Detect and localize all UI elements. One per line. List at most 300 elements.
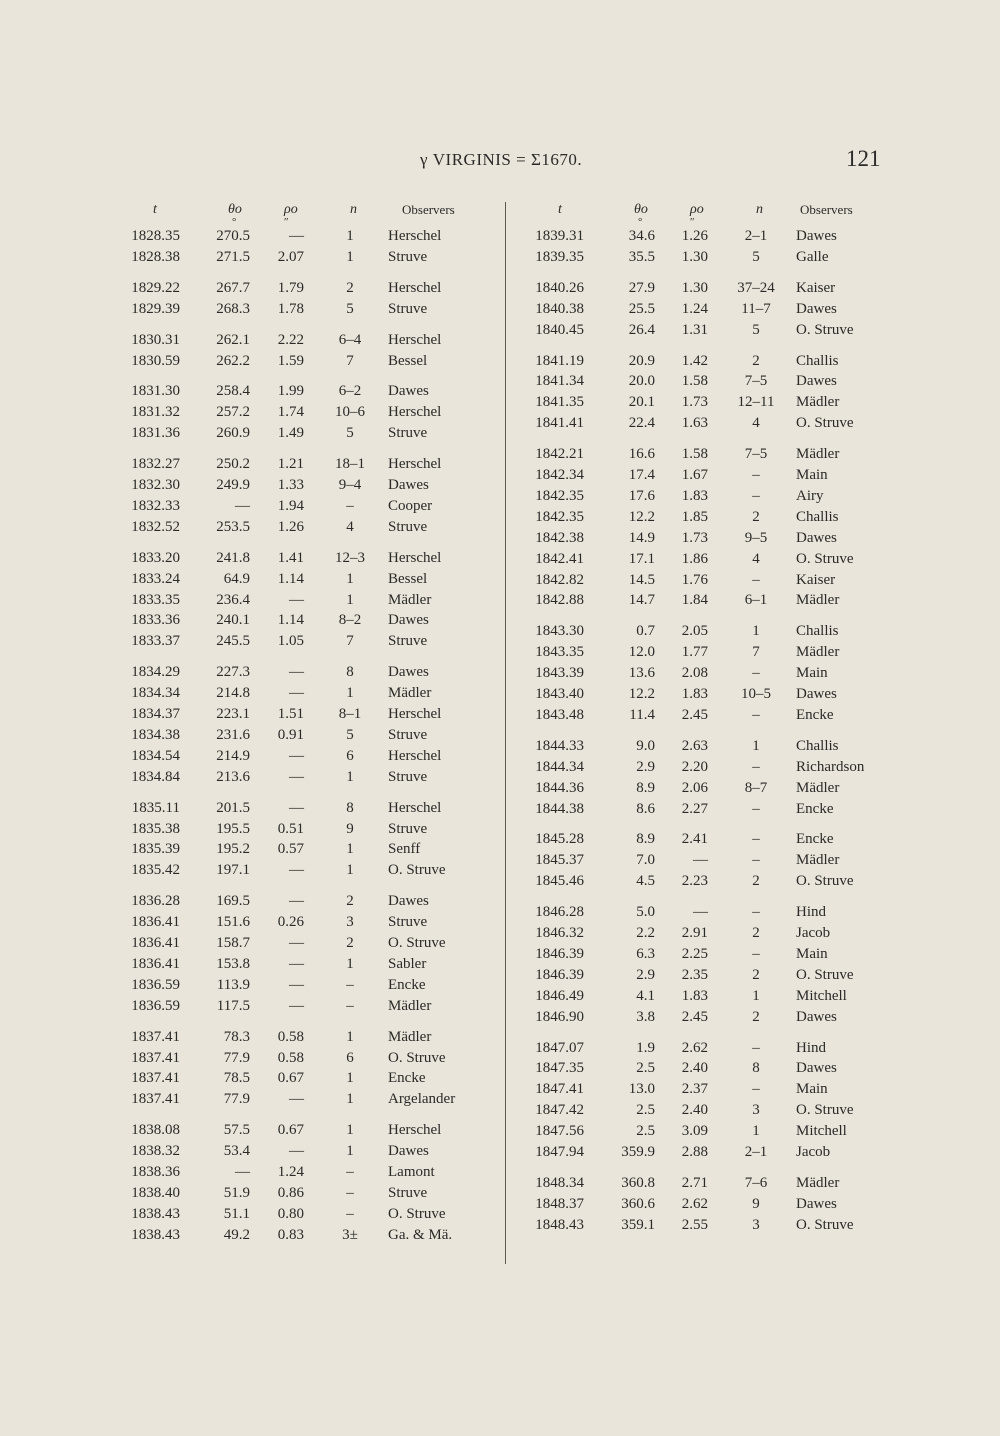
epoch: 1828.38 (131, 248, 180, 265)
night-count: 6 (346, 747, 354, 764)
epoch: 1845.46 (535, 873, 584, 890)
distance: 1.31 (681, 321, 708, 338)
position-angle: 20.9 (628, 352, 655, 369)
night-count: 2 (752, 352, 760, 369)
night-count: 7–5 (744, 446, 768, 463)
observer-name: Dawes (388, 612, 429, 629)
distance: 1.30 (681, 248, 708, 265)
night-count: 8 (752, 1060, 760, 1077)
epoch: 1847.56 (535, 1123, 584, 1140)
epoch: 1843.30 (535, 623, 584, 640)
epoch: 1841.35 (535, 394, 584, 411)
position-angle: 258.4 (216, 383, 250, 400)
distance: 0.83 (277, 1226, 304, 1243)
epoch: 1842.88 (535, 592, 584, 609)
distance: 1.84 (681, 592, 708, 609)
night-count: 6–4 (338, 331, 362, 348)
position-angle: 20.0 (628, 373, 655, 390)
observer-name: O. Struve (796, 321, 854, 338)
distance: 2.05 (681, 623, 708, 640)
night-count: 37–24 (737, 279, 775, 296)
epoch: 1831.36 (131, 425, 180, 442)
position-angle: 213.6 (216, 768, 250, 785)
observer-name: Encke (796, 831, 834, 848)
night-count: 5 (752, 248, 760, 265)
epoch: 1833.35 (131, 591, 180, 608)
observer-name: Struve (388, 633, 428, 650)
position-angle: 360.6 (621, 1195, 655, 1212)
distance: 1.76 (681, 571, 708, 588)
distance: — (289, 893, 304, 910)
observer-name: Main (796, 945, 828, 962)
position-angle: 5.0 (636, 904, 655, 921)
position-angle: 77.9 (223, 1049, 250, 1066)
night-count: 9–5 (744, 529, 768, 546)
night-count: 1 (346, 1143, 354, 1160)
night-count: – (752, 571, 760, 588)
distance: 2.63 (681, 737, 708, 754)
night-count: – (346, 1164, 354, 1180)
epoch: 1836.41 (131, 914, 180, 931)
epoch: 1830.31 (131, 331, 180, 348)
night-count: – (752, 487, 760, 504)
epoch: 1841.41 (535, 415, 584, 432)
observer-name: Kaiser (796, 279, 836, 296)
distance: — (289, 685, 304, 702)
distance: 1.05 (277, 633, 304, 650)
epoch: 1836.28 (131, 893, 180, 910)
distance: — (289, 997, 304, 1014)
position-angle: 53.4 (223, 1143, 250, 1160)
night-count: 2–1 (744, 1144, 768, 1160)
observer-name: Mädler (388, 685, 432, 702)
observer-name: Herschel (388, 799, 442, 816)
distance: 0.51 (277, 820, 304, 837)
distance: 2.62 (681, 1039, 708, 1056)
distance: 1.33 (277, 477, 304, 493)
epoch: 1831.32 (131, 404, 180, 421)
observer-name: Hind (796, 904, 826, 921)
position-angle: 2.5 (636, 1123, 655, 1140)
night-count: 6–1 (744, 592, 768, 609)
night-count: 7 (346, 633, 354, 650)
night-count: – (752, 758, 760, 775)
epoch: 1838.40 (131, 1184, 180, 1201)
position-angle: 271.5 (216, 248, 250, 265)
epoch: 1829.39 (131, 300, 180, 317)
observer-name: Dawes (796, 228, 837, 244)
distance: 1.94 (277, 497, 304, 514)
observer-name: Herschel (388, 331, 442, 348)
observer-name: Argelander (388, 1091, 456, 1108)
observer-name: Encke (388, 1070, 426, 1087)
distance: 2.20 (681, 758, 708, 775)
observer-name: Ga. & Mä. (388, 1226, 453, 1243)
position-angle: 2.5 (636, 1102, 655, 1119)
observer-name: Main (796, 467, 828, 483)
epoch: 1841.19 (535, 352, 584, 369)
night-count: 8–1 (338, 706, 362, 722)
observer-name: Bessel (388, 352, 428, 369)
epoch: 1846.49 (535, 987, 584, 1004)
observer-name: Mitchell (796, 1123, 847, 1140)
epoch: 1844.38 (535, 800, 584, 817)
night-count: 1 (346, 841, 354, 858)
night-count: 1 (752, 987, 760, 1004)
night-count: – (346, 1205, 354, 1222)
position-angle: 236.4 (216, 591, 250, 608)
observer-name: Mädler (388, 591, 432, 608)
page-title: γ VIRGINIS = Σ1670. (420, 150, 583, 169)
distance: 1.21 (277, 456, 304, 473)
position-angle: 3.8 (636, 1008, 655, 1025)
position-angle: 169.5 (216, 893, 250, 910)
distance: 2.55 (681, 1216, 708, 1233)
epoch: 1837.41 (131, 1049, 180, 1066)
position-angle: 360.8 (621, 1174, 655, 1191)
position-angle: 359.1 (621, 1216, 655, 1233)
distance: — (289, 664, 304, 681)
position-angle: 22.4 (628, 415, 655, 432)
night-count: 9 (346, 820, 354, 837)
position-angle: 17.1 (628, 550, 655, 567)
night-count: 3 (752, 1102, 760, 1119)
observer-name: Jacob (796, 925, 831, 941)
observer-name: Herschel (388, 228, 442, 244)
observer-name: Main (796, 665, 828, 682)
position-angle: 268.3 (216, 300, 250, 317)
position-angle: 227.3 (216, 664, 250, 681)
epoch: 1840.38 (535, 300, 584, 317)
header-rho: ρo (690, 202, 704, 217)
night-count: 2 (346, 935, 354, 951)
epoch: 1848.43 (535, 1216, 584, 1233)
distance: 3.09 (681, 1123, 708, 1140)
distance: 2.07 (277, 248, 304, 265)
distance: 1.42 (681, 352, 708, 369)
night-count: 1 (346, 1091, 354, 1108)
observer-name: O. Struve (796, 873, 854, 890)
epoch: 1828.35 (131, 228, 180, 244)
position-angle: — (235, 497, 250, 514)
position-angle: 35.5 (628, 248, 655, 265)
header-observers: Observers (402, 202, 455, 217)
distance: — (693, 852, 708, 869)
observer-name: Dawes (796, 1008, 837, 1025)
epoch: 1833.37 (131, 633, 180, 650)
night-count: 1 (346, 248, 354, 265)
position-angle: 223.1 (216, 706, 250, 722)
night-count: 3 (346, 914, 354, 931)
position-angle: 262.2 (216, 352, 250, 369)
night-count: 1 (346, 1122, 354, 1139)
observer-name: Mädler (796, 852, 840, 869)
epoch: 1837.41 (131, 1070, 180, 1087)
distance: 0.91 (277, 726, 304, 743)
epoch: 1847.35 (535, 1060, 584, 1077)
distance: 0.67 (277, 1070, 304, 1087)
theta-unit: ° (232, 216, 237, 228)
position-angle: 1.9 (636, 1039, 655, 1056)
position-angle: 8.9 (636, 831, 655, 848)
distance: 2.41 (681, 831, 708, 848)
distance: 0.26 (277, 914, 304, 931)
position-angle: 197.1 (216, 862, 250, 879)
distance: 0.67 (277, 1122, 304, 1139)
night-count: 2–1 (744, 228, 768, 244)
observer-name: Main (796, 1081, 828, 1098)
position-angle: 4.5 (636, 873, 655, 890)
rho-unit: ″ (690, 216, 695, 228)
distance: 2.40 (681, 1060, 708, 1077)
epoch: 1842.38 (535, 529, 584, 546)
observer-name: Herschel (388, 1122, 442, 1139)
distance: 1.79 (277, 279, 304, 296)
distance: 1.73 (681, 529, 708, 546)
distance: 1.83 (681, 487, 708, 504)
distance: 2.06 (681, 779, 708, 796)
distance: 2.62 (681, 1195, 708, 1212)
distance: 1.83 (681, 987, 708, 1004)
epoch: 1838.43 (131, 1205, 180, 1222)
observer-name: Struve (388, 1184, 428, 1201)
distance: 1.99 (277, 383, 304, 400)
distance: 0.58 (277, 1049, 304, 1066)
position-angle: 195.2 (216, 841, 250, 858)
position-angle: 240.1 (216, 612, 250, 629)
theta-unit: ° (638, 216, 643, 228)
position-angle: 13.6 (628, 665, 655, 682)
position-angle: 57.5 (223, 1122, 250, 1139)
epoch: 1831.30 (131, 383, 180, 400)
observer-name: Airy (796, 487, 824, 504)
epoch: 1845.28 (535, 831, 584, 848)
position-angle: 78.5 (223, 1070, 250, 1087)
night-count: 7 (752, 644, 760, 661)
night-count: – (346, 497, 354, 514)
observer-name: O. Struve (796, 415, 854, 432)
position-angle: 26.4 (628, 321, 655, 338)
observer-name: Herschel (388, 279, 442, 296)
header-n: n (350, 202, 357, 217)
epoch: 1836.41 (131, 935, 180, 951)
observer-name: Dawes (388, 893, 429, 910)
epoch: 1846.90 (535, 1008, 584, 1025)
night-count: 8 (346, 799, 354, 816)
page-header (0, 146, 1000, 176)
epoch: 1830.59 (131, 352, 180, 369)
distance: 1.58 (681, 446, 708, 463)
epoch: 1847.94 (535, 1144, 584, 1160)
observer-name: Mädler (796, 1174, 840, 1191)
header-t: t (558, 202, 562, 217)
distance: 1.67 (681, 467, 708, 483)
position-angle: 262.1 (216, 331, 250, 348)
epoch: 1835.11 (131, 799, 180, 816)
observer-name: Cooper (388, 497, 433, 514)
epoch: 1833.20 (131, 549, 180, 566)
position-angle: 9.0 (636, 737, 655, 754)
distance: — (289, 976, 304, 993)
observer-name: Dawes (388, 664, 429, 681)
observer-name: Herschel (388, 747, 442, 764)
night-count: 1 (346, 768, 354, 785)
observer-name: Challis (796, 352, 839, 369)
position-angle: 20.1 (628, 394, 655, 411)
epoch: 1844.34 (535, 758, 584, 775)
epoch: 1834.84 (131, 768, 180, 785)
night-count: – (752, 945, 760, 962)
observer-name: Mädler (796, 779, 840, 796)
header-observers: Observers (800, 202, 853, 217)
distance: 2.45 (681, 1008, 708, 1025)
distance: 0.86 (277, 1184, 304, 1201)
distance: 0.57 (277, 841, 304, 858)
night-count: 9–4 (338, 477, 362, 493)
epoch: 1834.37 (131, 706, 180, 722)
observer-name: O. Struve (388, 862, 446, 879)
observer-name: Encke (796, 800, 834, 817)
position-angle: 158.7 (216, 935, 250, 951)
night-count: 1 (752, 737, 760, 754)
position-angle: 12.2 (628, 508, 655, 525)
epoch: 1846.32 (535, 925, 584, 941)
epoch: 1829.22 (131, 279, 180, 296)
position-angle: 250.2 (216, 456, 250, 473)
header-n: n (756, 202, 763, 217)
observer-name: Herschel (388, 706, 442, 722)
night-count: 10–5 (741, 686, 771, 702)
observer-name: Dawes (796, 300, 837, 317)
observer-name: O. Struve (796, 966, 854, 983)
observer-name: Struve (388, 425, 428, 442)
night-count: 5 (346, 300, 354, 317)
distance: 1.59 (277, 352, 304, 369)
distance: 2.08 (681, 665, 708, 682)
observer-name: O. Struve (388, 1205, 446, 1222)
night-count: 1 (346, 228, 354, 244)
epoch: 1842.41 (535, 550, 584, 567)
position-angle: 153.8 (216, 955, 250, 972)
epoch: 1841.34 (535, 373, 584, 390)
distance: 0.58 (277, 1028, 304, 1045)
epoch: 1844.33 (535, 737, 584, 754)
night-count: – (346, 997, 354, 1014)
night-count: 1 (346, 1070, 354, 1087)
distance: 1.24 (681, 300, 708, 317)
position-angle: 8.6 (636, 800, 655, 817)
distance: 1.58 (681, 373, 708, 390)
position-angle: 270.5 (216, 228, 250, 244)
distance: — (693, 904, 708, 921)
observer-name: Challis (796, 737, 839, 754)
observer-name: Herschel (388, 456, 442, 473)
night-count: 10–6 (335, 404, 365, 421)
observer-name: Challis (796, 623, 839, 640)
observer-name: Dawes (796, 373, 837, 390)
distance: 1.24 (277, 1164, 304, 1180)
distance: 1.51 (277, 706, 304, 722)
observer-name: Jacob (796, 1144, 831, 1160)
epoch: 1839.31 (535, 228, 584, 244)
header-theta: θo (634, 202, 648, 217)
position-angle: 4.1 (636, 987, 655, 1004)
night-count: 2 (752, 873, 760, 890)
observer-name: Hind (796, 1039, 826, 1056)
distance: 1.26 (277, 518, 304, 535)
position-angle: 17.4 (628, 467, 655, 483)
position-angle: 2.5 (636, 1060, 655, 1077)
night-count: 5 (752, 321, 760, 338)
distance: 2.45 (681, 706, 708, 723)
rho-unit: ″ (284, 216, 289, 228)
epoch: 1835.42 (131, 862, 180, 879)
position-angle: 14.7 (628, 592, 655, 609)
position-angle: 257.2 (216, 404, 250, 421)
epoch: 1847.42 (535, 1102, 584, 1119)
epoch: 1843.40 (535, 686, 584, 702)
night-count: 1 (346, 591, 354, 608)
position-angle: 13.0 (628, 1081, 655, 1098)
epoch: 1837.41 (131, 1091, 180, 1108)
night-count: 2 (752, 508, 760, 525)
epoch: 1836.41 (131, 955, 180, 972)
position-angle: 151.6 (216, 914, 250, 931)
observer-name: O. Struve (388, 935, 446, 951)
observer-name: Dawes (796, 529, 837, 546)
position-angle: 249.9 (216, 477, 250, 493)
observer-name: Dawes (388, 477, 429, 493)
night-count: – (752, 852, 760, 869)
distance: — (289, 955, 304, 972)
distance: 2.25 (681, 945, 708, 962)
position-angle: 12.0 (628, 644, 655, 661)
night-count: – (752, 706, 760, 723)
distance: 2.35 (681, 966, 708, 983)
observer-name: Galle (796, 248, 829, 265)
night-count: – (752, 831, 760, 848)
epoch: 1842.35 (535, 487, 584, 504)
night-count: 4 (346, 518, 354, 535)
night-count: 2 (752, 966, 760, 983)
distance: 0.80 (277, 1205, 304, 1222)
distance: — (289, 747, 304, 764)
position-angle: 245.5 (216, 633, 250, 650)
position-angle: 49.2 (223, 1226, 250, 1243)
observer-name: Dawes (796, 1060, 837, 1077)
epoch: 1847.07 (535, 1039, 584, 1056)
distance: — (289, 768, 304, 785)
position-angle: 51.9 (223, 1184, 250, 1201)
night-count: 8–2 (338, 612, 362, 629)
observer-name: Kaiser (796, 571, 836, 588)
night-count: – (346, 976, 354, 993)
observer-name: Richardson (796, 758, 865, 775)
night-count: – (752, 1081, 760, 1098)
distance: 2.91 (681, 925, 708, 941)
position-angle: 11.4 (629, 706, 655, 723)
distance: — (289, 591, 304, 608)
position-angle: 25.5 (628, 300, 655, 317)
distance: 1.26 (681, 228, 708, 244)
epoch: 1842.35 (535, 508, 584, 525)
observer-name: Struve (388, 248, 428, 265)
night-count: 1 (752, 623, 760, 640)
distance: 2.88 (681, 1144, 708, 1160)
observer-name: Lamont (388, 1164, 435, 1180)
night-count: 6 (346, 1049, 354, 1066)
position-angle: 0.7 (636, 623, 655, 640)
